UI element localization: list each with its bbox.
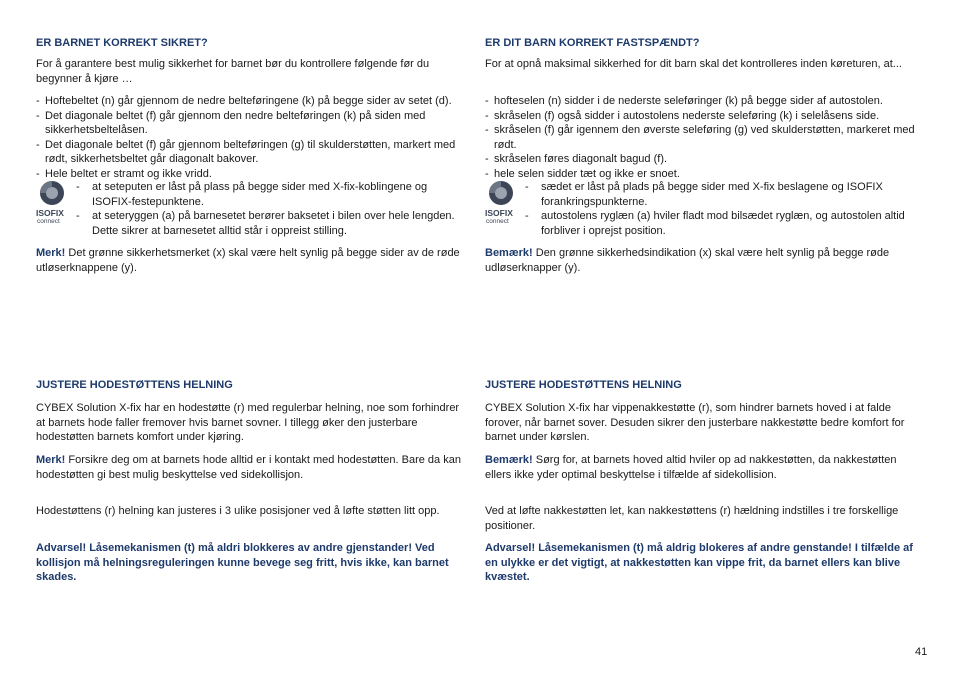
heading-right-2: JUSTERE HODESTØTTENS HELNING xyxy=(485,379,682,391)
svg-text:connect: connect xyxy=(486,218,509,224)
list-item: - sædet er låst på plads på begge sider med X-fix beslagene og ISOFIX forankringspunkterne. xyxy=(525,181,883,208)
list-item: - hele selen sidder tæt og ikke er snoet. xyxy=(485,167,680,180)
isofix-block-left xyxy=(36,180,468,238)
bullet-list-left xyxy=(36,94,468,181)
bullet-list-right xyxy=(485,94,921,181)
list-item: - autostolens ryglæn (a) hviler fladt mod bilsædet ryglæn, og autostolen altid forbliver i oprejst position. xyxy=(525,210,905,237)
intro-left: For å garantere best mulig sikkerhet for barnet bør du kontrollere følgende før du begynner å kjøre … xyxy=(36,58,430,85)
intro-right: For at opnå maksimal sikkerhed for dit barn skal det kontrolleres inden køreturen, at... xyxy=(485,58,902,70)
note-right-1: Bemærk! Den grønne sikkerhedsindikation (x) skal være helt synlig på begge røde udløserknapper (y). xyxy=(485,247,890,274)
isofix-connect-logo xyxy=(36,180,74,229)
page-number: 41 xyxy=(915,646,928,658)
list-item: - skråselen (f) går igennem den øverste seleføring (g) ved skulderstøtten, markeret med rødt. xyxy=(485,124,915,151)
list-item: - at seteryggen (a) på barnesetet berører baksetet i bilen over hele lengden. Dette sikrer at barnesetet alltid står i oppreist stilling. xyxy=(76,210,455,237)
warning-right: Advarsel! Låsemekanismen (t) må aldrig blokeres af andre genstande! I tilfælde af en ulykke er det vigtigt, at nakkestøtten kan vippe frit, da barnet ellers kan blive kvæstet. xyxy=(485,542,913,583)
note-left-2: Merk! Forsikre deg om at barnets hode alltid er i kontakt med hodestøtten. Bare da kan hodestøtten gi best mulig beskyttelse ved sidekollisjon. xyxy=(36,454,461,481)
list-item: - Det diagonale beltet (f) går gjennom den nedre belteføringen (k) på siden med sikkerhetsbeltelåsen. xyxy=(36,109,426,136)
svg-text:ISOFIX: ISOFIX xyxy=(485,208,513,218)
heading-left-2: JUSTERE HODESTØTTENS HELNING xyxy=(36,379,233,391)
note-right-2: Bemærk! Sørg for, at barnets hoved altid hviler op ad nakkestøtten, da nakkestøtten ellers ikke yder optimal beskyttelse i tilfælde af sidekollision. xyxy=(485,454,897,481)
svg-text:connect: connect xyxy=(37,218,60,224)
para-left-2: Hodestøttens (r) helning kan justeres i 3 ulike posisjoner ved å løfte støtten litt opp. xyxy=(36,505,440,517)
list-item: - Hele beltet er stramt og ikke vridd. xyxy=(36,167,212,180)
list-item: - skråselen føres diagonalt bagud (f). xyxy=(485,153,668,165)
list-item: - at seteputen er låst på plass på begge sider med X-fix-koblingene og ISOFIX-festepunktene. xyxy=(76,181,428,208)
heading-right-1: ER DIT BARN KORREKT FASTSPÆNDT? xyxy=(485,37,700,49)
list-item: - Hoftebeltet (n) går gjennom de nedre belteføringene (k) på begge sider av setet (d). xyxy=(36,95,452,107)
svg-text:ISOFIX: ISOFIX xyxy=(36,208,64,218)
left-column xyxy=(36,0,468,673)
list-item: - Det diagonale beltet (f) går gjennom belteføringen (g) til skulderstøtten, markert med rødt, sikkerhetsbeltet går diagonalt bakover. xyxy=(36,138,456,165)
right-column xyxy=(485,0,921,673)
isofix-block-right xyxy=(485,180,921,238)
para-left-1: CYBEX Solution X-fix har en hodestøtte (r) med regulerbar helning, noe som forhindrer at barnets hode faller fremover hvis barnet sovner. I tillegg øker den justerbare hodestøtten barnets komfort under kjøring. xyxy=(36,402,460,443)
para-right-2: Ved at løfte nakkestøtten let, kan nakkestøttens (r) hældning indstilles i tre forskellige positioner. xyxy=(485,505,899,532)
heading-left-1: ER BARNET KORREKT SIKRET? xyxy=(36,37,208,49)
warning-left: Advarsel! Låsemekanismen (t) må aldri blokkeres av andre gjenstander! Ved kollisjon må helningsreguleringen kunne bevege seg fritt, hvis ikke, kan barnet skades. xyxy=(36,542,449,583)
list-item: - skråselen (f) også sidder i autostolens nederste seleføring (k) i selelåsens side. xyxy=(485,109,880,122)
isofix-connect-logo xyxy=(485,180,523,229)
note-left-1: Merk! Det grønne sikkerhetsmerket (x) skal være helt synlig på begge sider av de røde utløserknappene (y). xyxy=(36,247,460,274)
list-item: - hofteselen (n) sidder i de nederste seleføringer (k) på begge sider af autostolen. xyxy=(485,95,883,107)
para-right-1: CYBEX Solution X-fix har vippenakkestøtte (r), som hindrer barnets hoved i at falde forover, når barnet sover. Desuden sikrer den justerbare nakkestøtte bedre komfort for barnet under kørslen. xyxy=(485,402,905,443)
